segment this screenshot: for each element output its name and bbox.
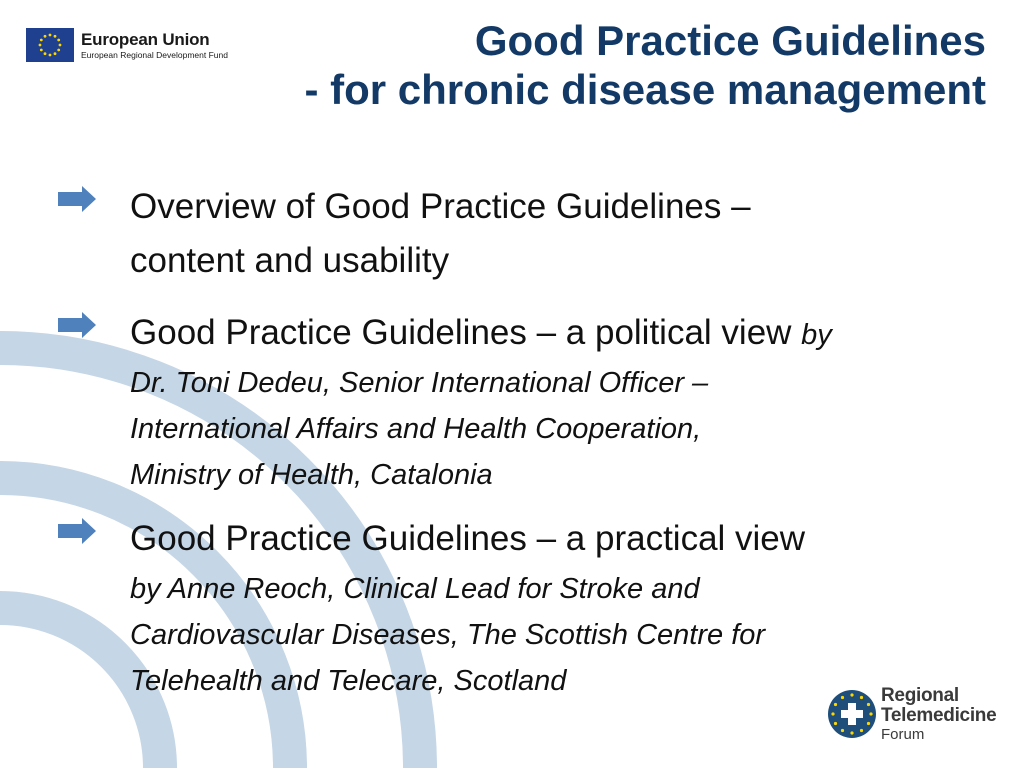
item-byline: Telehealth and Telecare, Scotland <box>130 665 567 697</box>
eu-name: European Union <box>81 29 210 49</box>
item-heading-text: Good Practice Guidelines – a political view <box>130 313 802 352</box>
item-heading-by: by <box>801 319 832 351</box>
rtf-line-2: Telemedicine <box>881 705 997 726</box>
item-byline: Cardiovascular Diseases, The Scottish Centre for <box>130 619 766 651</box>
eu-logo <box>26 27 228 63</box>
regional-telemedicine-forum-icon <box>827 689 877 739</box>
title-line-1: Good Practice Guidelines <box>474 17 986 64</box>
agenda-list <box>58 180 978 704</box>
item-byline: Dr. Toni Dedeu, Senior International Officer – <box>130 367 709 399</box>
rtf-line-3: Forum <box>881 726 925 743</box>
rtf-logo <box>827 686 996 742</box>
list-item <box>58 180 978 288</box>
item-byline: by Anne Reoch, Clinical Lead for Stroke and <box>130 573 700 605</box>
arrow-bullet-icon <box>58 518 96 544</box>
rtf-line-1: Regional <box>881 685 959 706</box>
eu-flag-icon <box>26 28 74 62</box>
item-heading <box>130 306 978 360</box>
list-item <box>58 512 978 704</box>
arrow-bullet-icon <box>58 312 96 338</box>
list-item <box>58 306 978 498</box>
arrow-bullet-icon <box>58 186 96 212</box>
title-line-2: - for chronic disease management <box>304 66 986 113</box>
item-byline: International Affairs and Health Cooperation, <box>130 413 702 445</box>
slide-title <box>304 16 986 114</box>
item-byline: Ministry of Health, Catalonia <box>130 459 493 491</box>
item-line: content and usability <box>130 241 450 280</box>
item-heading-text: Good Practice Guidelines – a practical view <box>130 519 806 558</box>
eu-fund: European Regional Development Fund <box>81 49 228 60</box>
item-line: Overview of Good Practice Guidelines – <box>130 187 751 226</box>
